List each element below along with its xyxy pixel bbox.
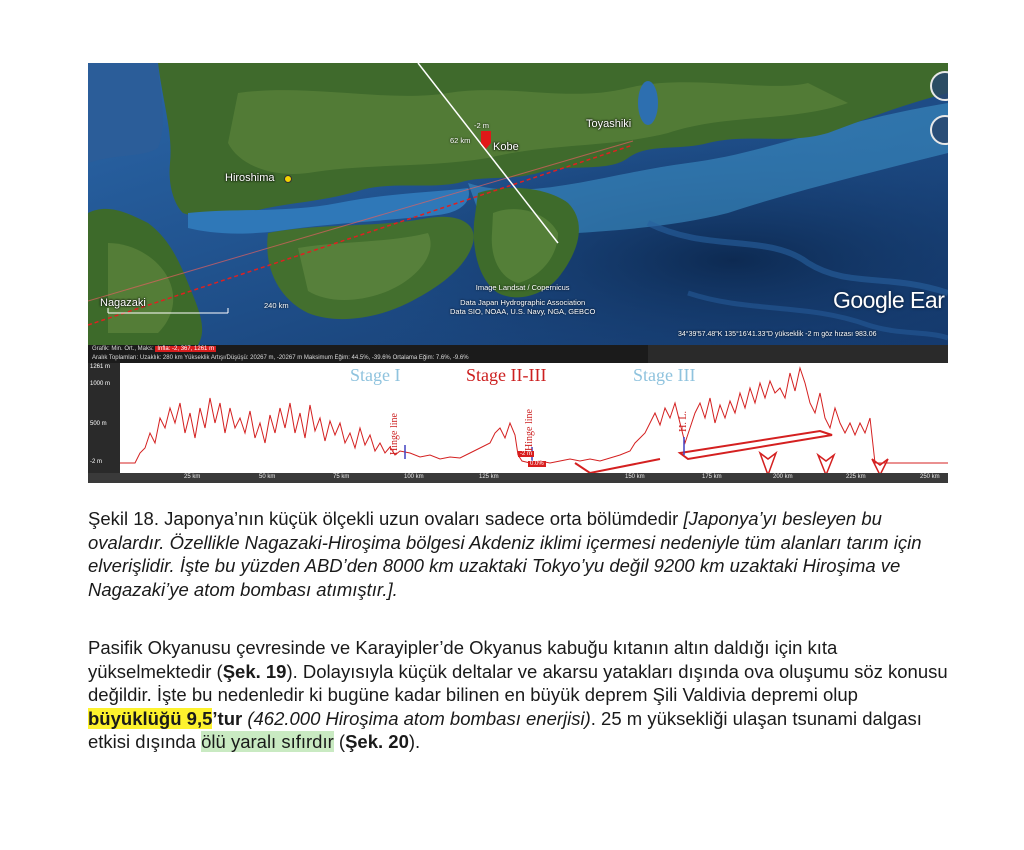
- stats-highlight: İnfla: -2, 367, 1261 m: [157, 346, 215, 352]
- x-label-75: 75 km: [333, 474, 350, 480]
- figure-reference-20: Şek. 20: [345, 731, 409, 752]
- hiroshima-marker: [284, 175, 292, 183]
- elevation-profile: [88, 345, 948, 485]
- map-coordinates: 34°39'57.48"K 135°16'41.33"D yükseklik -2 m göz hızası 983.06: [678, 331, 877, 338]
- map-label-elevation: -2 m: [474, 121, 489, 130]
- body-paragraph: [88, 636, 948, 754]
- attribution-line-1: Image Landsat / Copernicus: [475, 283, 570, 292]
- body-text-2: ). Dolayısıyla küçük deltalar ve akarsu yatakları dışında ova oluşumu söz konusu değildir. İşte bu nedenledir ki bugüne kadar bilinen en büyük deprem Şili Valdivia depremi olup: [88, 660, 948, 705]
- x-label-100: 100 km: [404, 474, 424, 480]
- stats-line-2: Aralık Toplamları: Uzaklık: 280 km Yükseklik Artışı/Düşüşü: 20267 m, -20267 m Maksimum Eğim: 44.5%, -39.6% Ortalama Eğim: 7.6%, -9.6%: [92, 355, 469, 361]
- body-text-5: (: [333, 731, 346, 752]
- x-label-175: 150 km: [625, 474, 645, 480]
- map-attribution: [450, 283, 595, 316]
- x-label-280: 250 km: [920, 474, 940, 480]
- map-label-kobe: Kobe: [493, 141, 519, 153]
- map-scale-label: 240 km: [264, 301, 289, 310]
- caption-paragraph: [88, 507, 948, 601]
- cursor-elevation-box: -2 m: [520, 451, 532, 457]
- hinge-line-label-2: Hinge line: [524, 409, 535, 451]
- stage-2-3-label: Stage II-III: [466, 365, 547, 385]
- hinge-line-label-1: Hinge line: [389, 413, 400, 455]
- profile-stats-bar: [88, 345, 648, 363]
- profile-x-axis: [88, 473, 948, 483]
- figure-reference-19: Şek. 19: [222, 660, 287, 682]
- google-earth-logo: Google Ear: [833, 287, 945, 313]
- subduction-arrow: [575, 459, 660, 473]
- stats-line-1: [92, 345, 644, 354]
- push-arrow-2: [818, 455, 834, 475]
- x-label-225: 200 km: [773, 474, 793, 480]
- map-label-distance: 62 km: [450, 136, 471, 145]
- y-label-max: 1261 m: [90, 364, 111, 370]
- highlight-casualties: ölü yaralı sıfırdır: [201, 731, 334, 752]
- body-text: [88, 636, 948, 754]
- body-text-6: ).: [408, 731, 421, 752]
- body-text-1: Pasifik Okyanusu çevresinde ve Karayipler’de Okyanus kabuğu kıtanın altın daldığı için kıta yükselmektedir (: [88, 637, 838, 682]
- y-label-1000: 1000 m: [90, 381, 111, 387]
- x-label-250: 225 km: [846, 474, 866, 480]
- map-label-hiroshima: Hiroshima: [225, 172, 275, 184]
- figure-caption: [88, 507, 948, 601]
- map-label-nagazaki: Nagazaki: [100, 297, 146, 309]
- x-label-200: 175 km: [702, 474, 722, 480]
- body-text-3: ’tur: [212, 707, 248, 729]
- hl-label: H. L.: [678, 411, 689, 432]
- stage-3-label: Stage III: [633, 365, 696, 385]
- push-arrow-1: [760, 453, 776, 475]
- cursor-slope-box: 0.0%: [530, 461, 544, 467]
- y-label-min: -2 m: [90, 459, 102, 465]
- stats-bar-filler: [648, 345, 948, 363]
- highlight-magnitude: büyüklüğü 9,5: [88, 707, 213, 729]
- uplift-arrow: [680, 431, 832, 459]
- stage-1-label: Stage I: [350, 365, 401, 385]
- stats-prefix: Grafik: Min. Ort., Maks:: [92, 346, 154, 352]
- caption-text: Şekil 18. Japonya’nın küçük ölçekli uzun ovaları sadece orta bölümdedir: [88, 508, 684, 529]
- attribution-line-2: Data Japan Hydrographic Association: [460, 298, 586, 307]
- x-label-125: 125 km: [479, 474, 499, 480]
- caption-italic-text: [Japonya’yı besleyen bu ovalardır. Özellikle Nagazaki-Hiroşima bölgesi Akdeniz iklimi içermesi nedeniyle tüm alanları tarım için elverişlidir. İşte bu yüzden ABD’den 8000 km uzaktaki Tokyo’yu değil 9200 km uzaktaki Hiroşima ve Nagazaki’ye atom bombası atımıştır.].: [88, 508, 922, 600]
- map-label-toyashiki: Toyashiki: [586, 118, 632, 130]
- x-label-50: 50 km: [259, 474, 276, 480]
- attribution-line-3: Data SIO, NOAA, U.S. Navy, NGA, GEBCO: [450, 307, 596, 316]
- body-text-4: . 25 m yüksekliği ulaşan tsunami dalgası etkisi dışında: [88, 707, 922, 752]
- body-italic-energy: (462.000 Hiroşima atom bombası enerjisi): [247, 707, 591, 729]
- y-label-500: 500 m: [90, 421, 107, 427]
- satellite-map: [88, 63, 948, 345]
- x-label-25: 25 km: [184, 474, 201, 480]
